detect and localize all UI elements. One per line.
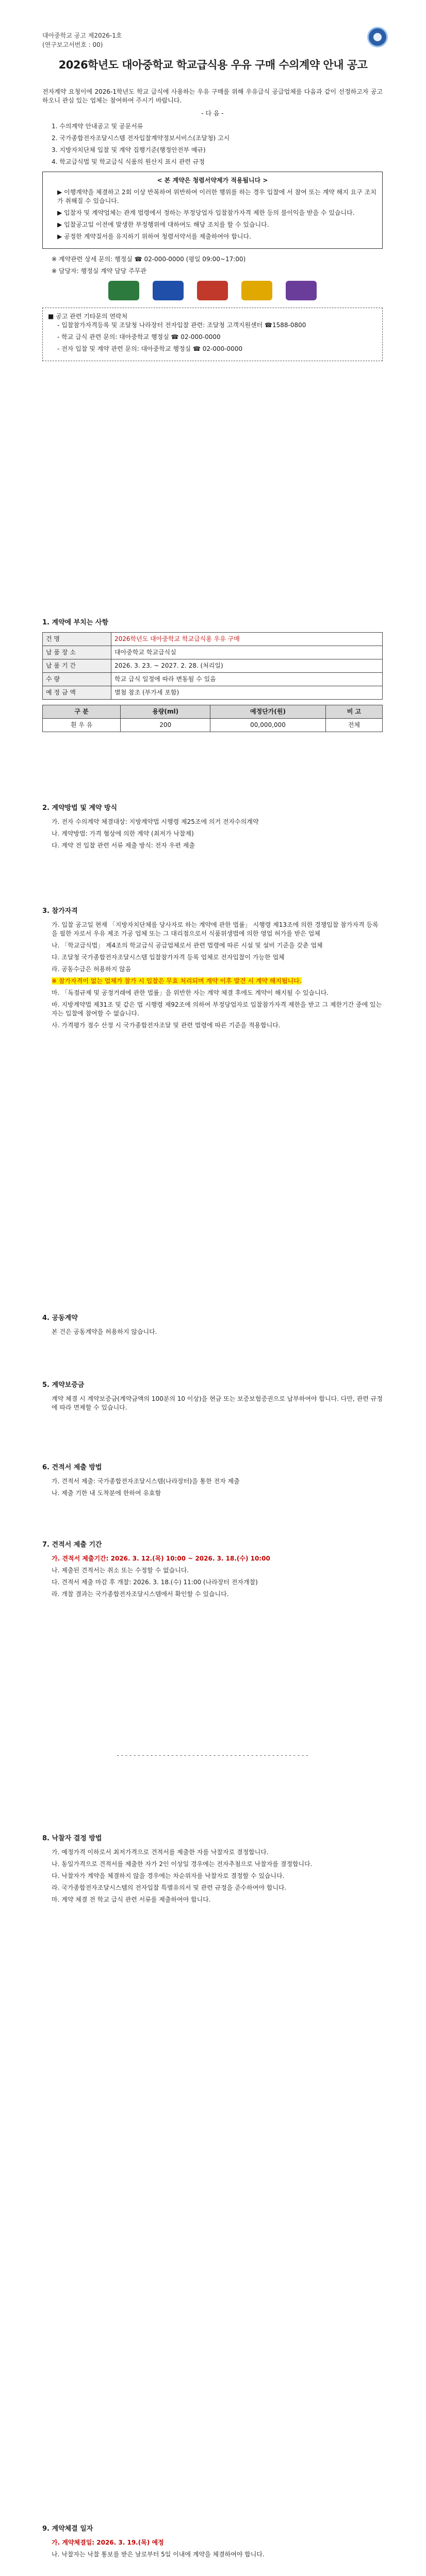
partner-logo-icon bbox=[241, 281, 272, 300]
contract-info-table bbox=[42, 632, 383, 700]
section-heading: 9. 계약체결 일자 bbox=[42, 2525, 93, 2533]
section-item: 나. 동일가격으로 견적서를 제출한 자가 2인 이상일 경우에는 전자추첨으로 낙찰자를 결정합니다. bbox=[52, 1860, 313, 1868]
partner-logo-icon bbox=[286, 281, 317, 300]
section-6 bbox=[42, 1463, 383, 1501]
warning-text bbox=[52, 977, 383, 986]
info-value: 별첨 참조 (부가세 포함) bbox=[111, 686, 383, 700]
section-item: 가. 전자 수의계약 체결대상: 지방계약법 시행령 제25조에 의거 전자수의계약 bbox=[52, 818, 259, 825]
integrity-box-title: < 본 계약은 청렴서약제가 적용됩니다 > bbox=[157, 177, 268, 184]
partner-logo-icon bbox=[153, 281, 184, 300]
section-item: 나. 「학교급식법」 제4조의 학교급식 공급업체로서 관련 법령에 따른 시설 및 설비 기준을 갖춘 업체 bbox=[52, 942, 323, 949]
section-item: 다. 낙찰자가 계약을 체결하지 않을 경우에는 차순위자를 낙찰자로 결정할 수 있습니다. bbox=[52, 1872, 285, 1879]
info-key: 수 량 bbox=[43, 673, 111, 686]
price-header: 비 고 bbox=[325, 705, 382, 719]
section-body: 본 건은 공동계약을 허용하지 않습니다. bbox=[52, 1328, 157, 1335]
section-body: 계약 체결 시 계약보증금(계약금액의 100분의 10 이상)을 현금 또는 보증보험증권으로 납부하여야 합니다. 다만, 관련 규정에 따라 면제할 수 있습니다. bbox=[52, 1395, 383, 1411]
section-heading: 1. 계약에 부치는 사항 bbox=[42, 619, 109, 626]
contact-box bbox=[42, 308, 383, 361]
section-item: 마. 계약 체결 전 학교 급식 관련 서류를 제출하여야 합니다. bbox=[52, 1896, 211, 1903]
price-cell: 200 bbox=[121, 719, 210, 732]
section-item: 다. 계약 전 입찰 관련 서류 제출 방식: 전자 우편 제출 bbox=[52, 842, 195, 849]
section-1 bbox=[42, 618, 383, 732]
integrity-item: ▶ 공정한 계약질서를 유지하기 위하여 청렴서약서를 제출하여야 합니다. bbox=[57, 233, 251, 240]
info-key: 납 품 기 간 bbox=[43, 659, 111, 673]
section-item: 다. 견적서 제출 마감 후 개찰: 2026. 3. 18.(수) 11:00 (나라장터 전자개찰) bbox=[52, 1579, 258, 1586]
section-heading: 3. 참가자격 bbox=[42, 907, 78, 915]
section-9 bbox=[42, 2524, 383, 2562]
info-value: 2026. 3. 23. ~ 2027. 2. 28. (처리일) bbox=[111, 659, 383, 673]
document-title: 2026학년도 대아중학교 학교급식용 우유 구매 수의계약 안내 공고 bbox=[58, 59, 368, 71]
price-header: 용량(ml) bbox=[121, 705, 210, 719]
contact-line: - 학교 급식 관련 문의: 대아중학교 행정실 ☎ 02-000-0000 bbox=[57, 333, 221, 341]
price-cell: 00,000,000 bbox=[210, 719, 326, 732]
integrity-item: ▶ 입찰자 및 계약업체는 관계 법령에서 정하는 부정당업자 입찰참가자격 제한 등의 불이익을 받을 수 있습니다. bbox=[57, 209, 355, 216]
info-key: 예 정 금 액 bbox=[43, 686, 111, 700]
info-key: 건 명 bbox=[43, 633, 111, 646]
section-heading: 5. 계약보증금 bbox=[42, 1381, 85, 1389]
price-cell: 흰 우 유 bbox=[43, 719, 121, 732]
section-heading: 6. 견적서 제출 방법 bbox=[42, 1464, 102, 1471]
section-item: 바. 지방계약법 제31조 및 같은 법 시행령 제92조에 의하여 부정당업자로 입찰참가자격 제한을 받고 그 제한기간 중에 있는 자는 입찰에 참여할 수 없습니다. bbox=[52, 1001, 382, 1017]
report-number: (연구보고서번호 : 00) bbox=[42, 41, 103, 48]
section-heading: 7. 견적서 제출 기간 bbox=[42, 1541, 102, 1549]
price-header: 예정단가(원) bbox=[210, 705, 326, 719]
partner-logo-icon bbox=[108, 281, 139, 300]
condition-item: 1. 수의계약 안내공고 및 공문서류 bbox=[52, 123, 143, 130]
info-key: 납 품 장 소 bbox=[43, 646, 111, 659]
integrity-item: ▶ 이행계약을 체결하고 2회 이상 반복하여 위반하여 이러한 행위를 하는 경우 입찰에 서 참여 또는 계약 해지 요구 조치가 취해질 수 있습니다. bbox=[57, 189, 376, 205]
note-line: ※ 담당자: 행정실 계약 담당 주무관 bbox=[52, 267, 146, 275]
section-8 bbox=[42, 1834, 383, 1907]
condition-item: 2. 국가종합전자조달시스템 전자입찰계약정보서비스(조달청) 고시 bbox=[52, 134, 230, 142]
intro-section bbox=[42, 88, 383, 361]
section-item: 가. 입찰 공고일 현재 「지방자치단체를 당사자로 하는 계약에 관한 법률」 시행령 제13조에 의한 경쟁입찰 참가자격 등록을 필한 자로서 우유 제조 가공 업체 또는 그 대리점으로서 식품위생법에 의한 영업 허가를 받은 업체 bbox=[52, 921, 379, 937]
page-divider: - - - - - - - - - - - - - - - - - - - - - - - - - - - - - - - - - - - - - - - - - - - - - - bbox=[117, 1752, 308, 1759]
condition-item: 4. 학교급식법 및 학교급식 식품의 원산지 표시 관련 규정 bbox=[52, 158, 205, 165]
section-item: 가. 예정가격 이하로서 최저가격으로 견적서를 제출한 자를 낙찰자로 결정합니다. bbox=[52, 1849, 269, 1856]
price-cell: 전체 bbox=[325, 719, 382, 732]
integrity-box bbox=[42, 172, 383, 249]
price-table bbox=[42, 705, 383, 732]
partner-logos bbox=[42, 281, 383, 300]
section-5 bbox=[42, 1381, 383, 1415]
intro-text: 전자계약 요청이에 2026-1학년도 학교 급식에 사용하는 우유 구매를 위해 우유급식 공급업체를 다음과 같이 선정하고자 공고하오니 관심 있는 업체는 참여하여 주시기 바랍니다. bbox=[42, 88, 383, 104]
section-item: 나. 낙찰자는 낙찰 통보를 받은 날로부터 5일 이내에 계약을 체결하여야 합니다. bbox=[52, 2551, 265, 2558]
section-heading: 8. 낙찰자 결정 방법 bbox=[42, 1835, 102, 1842]
section-item: 라. 공동수급은 허용하지 않음 bbox=[52, 965, 132, 973]
contact-line: - 입찰참가자격등록 및 조달청 나라장터 전자입찰 관련: 조달청 고객지원센터 ☎1588-0800 bbox=[57, 321, 306, 329]
contact-line: - 전자 입찰 및 계약 관련 문의: 대아중학교 행정실 ☎ 02-000-0000 bbox=[57, 345, 243, 352]
price-header: 구 분 bbox=[43, 705, 121, 719]
note-line: ※ 계약관련 상세 문의: 행정실 ☎ 02-000-0000 (평일 09:00~17:00) bbox=[52, 256, 246, 263]
notice-number: 대아중학교 공고 제2026-1호 bbox=[42, 32, 122, 39]
highlighted-warning: ※ 참가자격이 없는 업체가 참가 시 입찰은 무효 처리되며 계약 이후 발견 시 계약 해지됩니다. bbox=[52, 977, 302, 985]
school-emblem-icon bbox=[367, 27, 388, 47]
section-4 bbox=[42, 1314, 383, 1340]
condition-item: 3. 지방자치단체 입찰 및 계약 집행기준(행정안전부 예규) bbox=[52, 146, 206, 154]
info-value: 대아중학교 학교급식실 bbox=[111, 646, 383, 659]
section-item: 라. 개찰 결과는 국가종합전자조달시스템에서 확인할 수 있습니다. bbox=[52, 1590, 229, 1598]
integrity-item: ▶ 입찰공고일 이전에 발생한 부정행위에 대하여도 해당 조치를 할 수 있습니다. bbox=[57, 221, 269, 228]
document-header bbox=[42, 31, 122, 49]
section-3 bbox=[42, 907, 383, 1033]
submission-period: 가. 견적서 제출기간: 2026. 3. 12.(목) 10:00 ~ 2026. 3. 18.(수) 10:00 bbox=[52, 1555, 270, 1562]
section-item: 나. 제출 기한 내 도착분에 한하여 유효함 bbox=[52, 1489, 161, 1497]
section-item: 나. 제출된 견적서는 취소 또는 수정할 수 없습니다. bbox=[52, 1567, 189, 1574]
section-item: 다. 조달청 국가종합전자조달시스템 입찰참가자격 등록 업체로 전자입찰이 가능한 업체 bbox=[52, 954, 285, 961]
contact-heading: ■ 공고 관련 기타문의 연락처 bbox=[48, 313, 128, 320]
contract-date: 가. 계약체결일: 2026. 3. 19.(목) 예정 bbox=[52, 2539, 164, 2546]
section-item: 가. 견적서 제출: 국가종합전자조달시스템(나라장터)을 통한 전자 제출 bbox=[52, 1478, 240, 1485]
section-item: 나. 계약방법: 가격 협상에 의한 계약 (최저가 낙찰제) bbox=[52, 830, 194, 837]
info-value: 학교 급식 일정에 따라 변동될 수 있음 bbox=[111, 673, 383, 686]
section-item: 마. 「독점규제 및 공정거래에 관한 법률」을 위반한 자는 계약 체결 후에도 계약이 해지될 수 있습니다. bbox=[52, 989, 329, 996]
notice-heading: - 다 음 - bbox=[201, 110, 224, 117]
section-2 bbox=[42, 804, 383, 853]
section-heading: 4. 공동계약 bbox=[42, 1314, 78, 1322]
partner-logo-icon bbox=[197, 281, 228, 300]
section-7 bbox=[42, 1540, 383, 1602]
section-item: 라. 국가종합전자조달시스템의 전자입찰 특별유의서 및 관련 규정을 준수하여야 합니다. bbox=[52, 1884, 287, 1891]
section-heading: 2. 계약방법 및 계약 방식 bbox=[42, 804, 118, 812]
section-item: 사. 가격평가 점수 산정 시 국가종합전자조달 및 관련 법령에 따른 기준을 적용합니다. bbox=[52, 1022, 281, 1029]
info-value: 2026학년도 대아중학교 학교급식용 우유 구매 bbox=[111, 633, 383, 646]
